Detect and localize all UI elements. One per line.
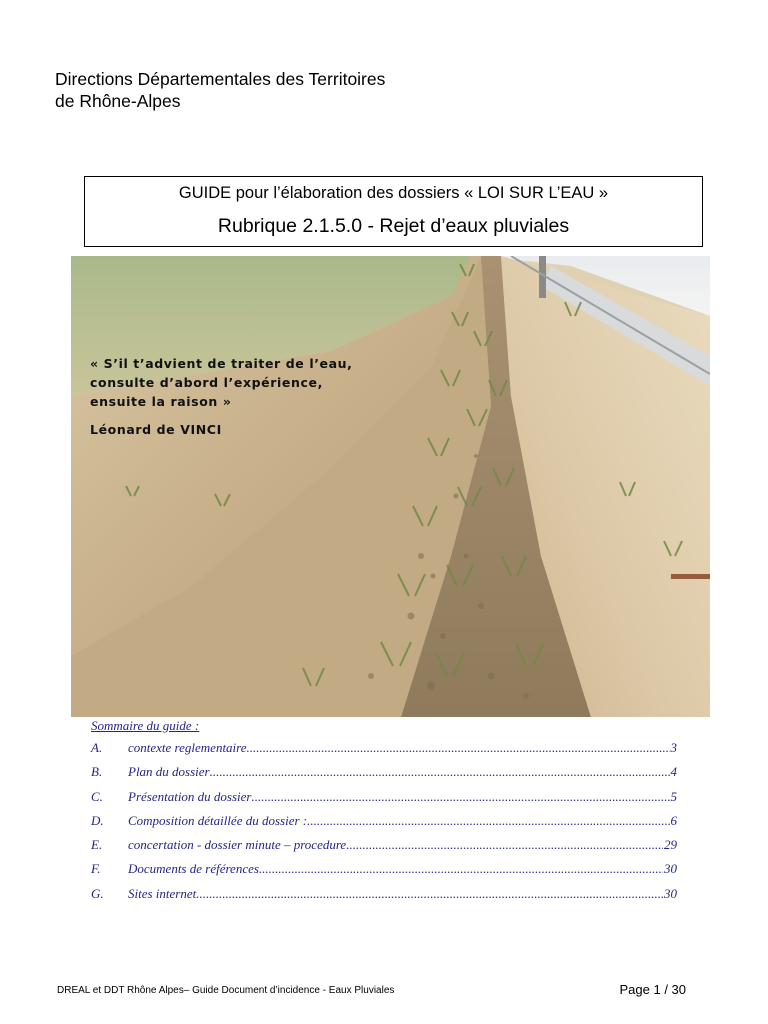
toc-label: Présentation du dossier xyxy=(128,788,252,804)
toc-label: Documents de références xyxy=(128,861,259,877)
toc-entry-c[interactable] xyxy=(91,789,677,813)
toc-entry-e[interactable] xyxy=(91,837,677,861)
toc-page: 30 xyxy=(664,861,677,877)
organization-header xyxy=(55,68,385,112)
toc-leader xyxy=(247,740,670,756)
toc-letter: E. xyxy=(91,837,103,853)
toc-leader xyxy=(210,764,670,780)
organization-line-2: de Rhône-Alpes xyxy=(55,91,181,111)
rubrique-title: Rubrique 2.1.5.0 - Rejet d’eaux pluviales xyxy=(217,215,570,237)
toc-label: contexte reglementaire xyxy=(128,740,247,755)
toc-entry-g[interactable] xyxy=(91,886,677,910)
toc-page: 5 xyxy=(670,788,677,804)
toc-page: 4 xyxy=(670,764,677,780)
quote-line-3: ensuite la raison » xyxy=(90,394,232,409)
toc-letter: G. xyxy=(91,885,104,901)
leonardo-quote xyxy=(90,354,353,439)
title-box xyxy=(84,176,703,247)
toc-page: 30 xyxy=(664,885,677,901)
toc-letter: F. xyxy=(91,861,101,877)
toc-leader xyxy=(196,886,663,902)
toc-leader xyxy=(252,789,670,805)
table-of-contents xyxy=(91,717,677,910)
toc-heading: Sommaire du guide : xyxy=(91,718,200,733)
toc-page: 3 xyxy=(670,740,677,755)
quote-line-2: consulte d’abord l’expérience, xyxy=(90,375,323,390)
toc-letter: B. xyxy=(91,764,103,780)
quote-line-1: « S’il t’advient de traiter de l’eau, xyxy=(90,356,353,371)
quote-author: Léonard de VINCI xyxy=(90,422,222,437)
toc-leader xyxy=(259,861,663,877)
drainage-ditch-photo xyxy=(71,256,710,717)
toc-page: 29 xyxy=(664,837,677,853)
toc-leader xyxy=(307,813,669,829)
organization-line-1: Directions Départementales des Territoires xyxy=(55,69,386,89)
footer-document-title: DREAL et DDT Rhône Alpes– Guide Document d’incidence - Eaux Pluviales xyxy=(57,985,395,996)
toc-letter: C. xyxy=(91,788,103,804)
footer-page-number: Page 1 / 30 xyxy=(619,982,686,997)
toc-label: Sites internet xyxy=(128,885,197,901)
toc-entry-f[interactable] xyxy=(91,861,677,885)
toc-entry-a[interactable] xyxy=(91,740,677,764)
toc-letter: D. xyxy=(91,812,104,828)
toc-entry-b[interactable] xyxy=(91,764,677,788)
toc-leader xyxy=(346,837,663,853)
toc-label: Composition détaillée du dossier : xyxy=(128,812,308,828)
toc-label: concertation - dossier minute – procedure xyxy=(128,837,347,853)
toc-letter: A. xyxy=(91,740,103,755)
toc-page: 6 xyxy=(670,812,677,828)
guide-title: GUIDE pour l’élaboration des dossiers « LOI SUR L’EAU » xyxy=(178,184,609,202)
toc-label: Plan du dossier xyxy=(128,764,210,780)
toc-entry-d[interactable] xyxy=(91,813,677,837)
